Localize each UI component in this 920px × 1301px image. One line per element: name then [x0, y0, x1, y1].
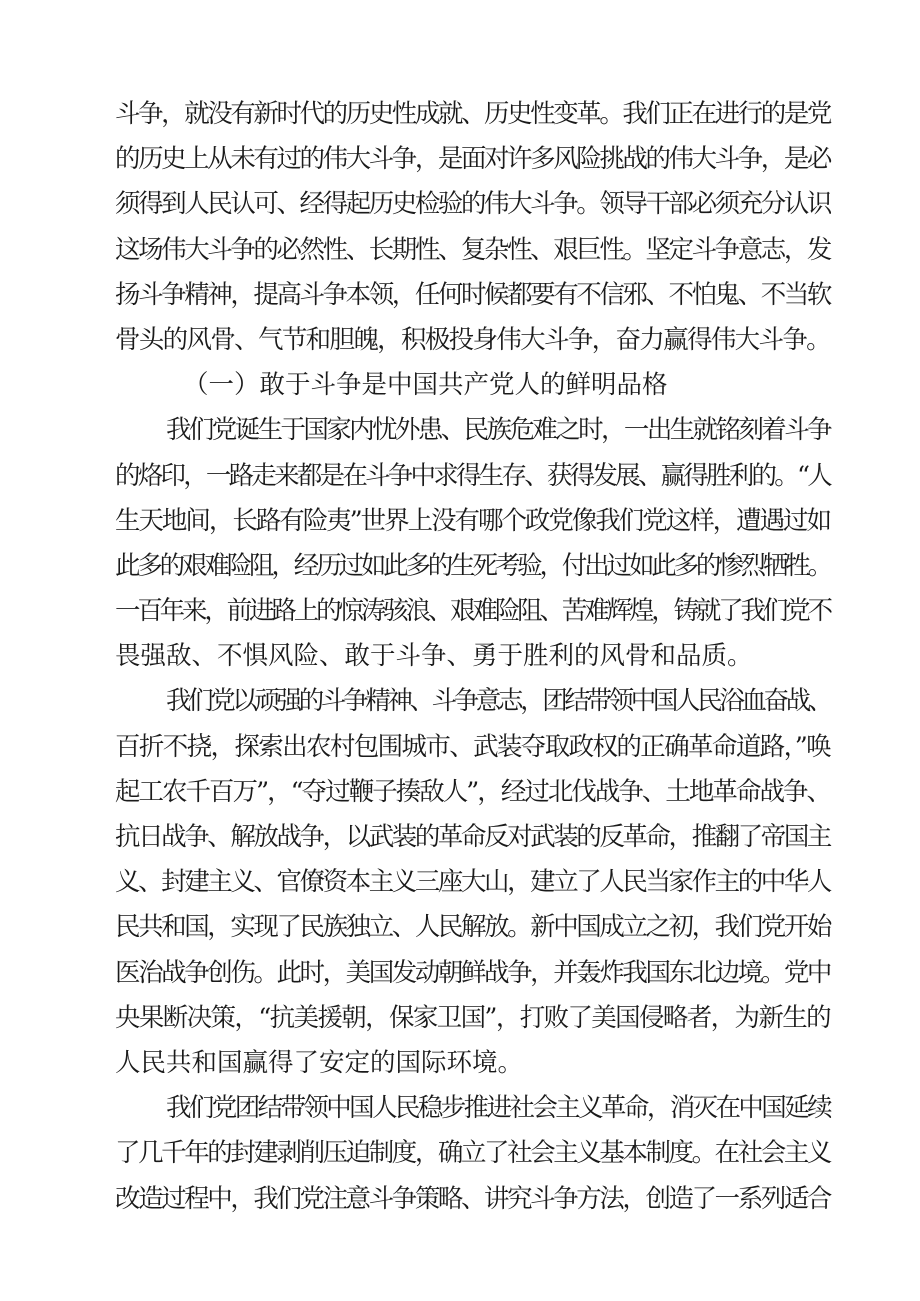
body-line: 我们党团结带领中国人民稳步推进社会主义革命，消灭在中国延续	[166, 1093, 830, 1124]
body-line: 义、封建主义、官僚资本主义三座大山，建立了人民当家作主的中华人	[115, 867, 830, 898]
body-line: 人民共和国赢得了安定的国际环境。	[115, 1047, 524, 1078]
body-line: 改造过程中，我们党注意斗争策略、讲究斗争方法，创造了一系列适合	[115, 1183, 830, 1214]
body-line: 此多的艰难险阻，经历过如此多的生死考验，付出过如此多的惨烈牺牲。	[115, 550, 830, 581]
body-line: 央果断决策，“抗美援朝，保家卫国”，打败了美国侵略者，为新生的	[115, 1002, 830, 1033]
body-line: 抗日战争、解放战争，以武装的革命反对武装的反革命，推翻了帝国主	[115, 822, 830, 852]
body-line: 的烙印，一路走来都是在斗争中求得生存、获得发展、赢得胜利的。“人	[115, 460, 830, 491]
section-heading: （一）敢于斗争是中国共产党人的鲜明品格	[183, 370, 668, 401]
body-line: 了几千年的封建剥削压迫制度，确立了社会主义基本制度。在社会主义	[115, 1138, 830, 1169]
document-body	[115, 92, 830, 1222]
body-line: 畏强敌、不惧风险、敢于斗争、勇于胜利的风骨和品质。	[115, 641, 753, 672]
body-line: 百折不挠，探索出农村包围城市、武装夺取政权的正确革命道路，”唤	[115, 731, 830, 762]
body-line: 斗争，就没有新时代的历史性成就、历史性变革。我们正在进行的是党	[115, 99, 830, 129]
body-line: 民共和国，实现了民族独立、人民解放。新中国成立之初，我们党开始	[115, 912, 830, 943]
body-line: 这场伟大斗争的必然性、长期性、复杂性、艰巨性。坚定斗争意志，发	[115, 234, 830, 265]
body-line: 扬斗争精神，提高斗争本领，任何时候都要有不信邪、不怕鬼、不当软	[115, 279, 830, 310]
body-line: 一百年来，前进路上的惊涛骇浪、艰难险阻、苦难辉煌，铸就了我们党不	[115, 596, 830, 627]
body-line: 我们党诞生于国家内忧外患、民族危难之时，一出生就铭刻着斗争	[166, 415, 830, 446]
body-line: 生天地间，长路有险夷”世界上没有哪个政党像我们党这样，遭遇过如	[115, 505, 830, 536]
body-line: 医治战争创伤。此时，美国发动朝鲜战争，并轰炸我国东北边境。党中	[115, 957, 830, 988]
body-line: 我们党以顽强的斗争精神、斗争意志，团结带领中国人民浴血奋战、	[166, 686, 830, 717]
body-line: 的历史上从未有过的伟大斗争，是面对许多风险挑战的伟大斗争，是必	[115, 144, 830, 175]
body-line: 骨头的风骨、气节和胆魄，积极投身伟大斗争，奋力赢得伟大斗争。	[115, 324, 830, 355]
body-line: 须得到人民认可、经得起历史检验的伟大斗争。领导干部必须充分认识	[115, 189, 830, 220]
body-line: 起工农千百万”，“夺过鞭子揍敌人”，经过北伐战争、土地革命战争、	[115, 776, 830, 807]
